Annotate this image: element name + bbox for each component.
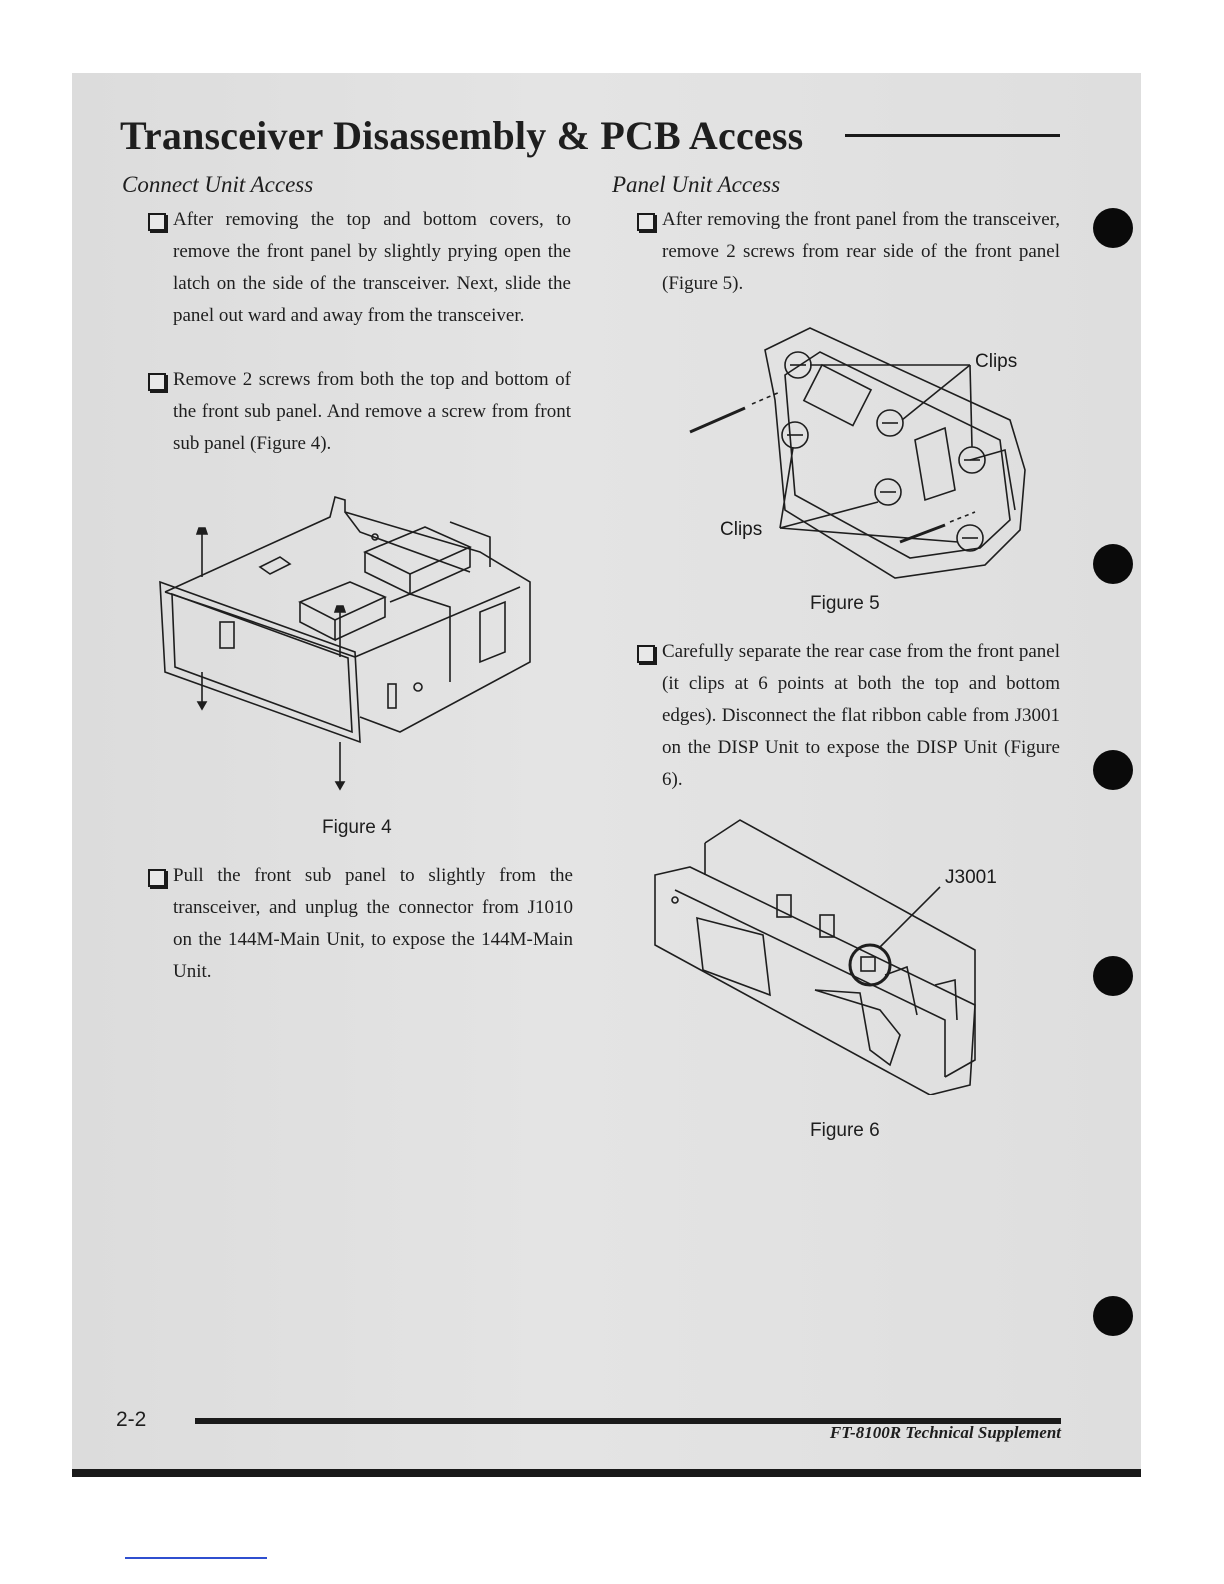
figure-5-callout-bottom: Clips [720, 519, 763, 540]
left-step-3-text: Pull the front sub panel to slightly from the transceiver, and unplug the connector from J1010 on the 144M-Main Unit, to expose the 144M-Main Unit. [173, 865, 573, 982]
figure-6-illustration [645, 815, 1025, 1095]
footer-document-title: FT-8100R Technical Supplement [829, 1423, 1061, 1442]
figure-5-caption: Figure 5 [810, 593, 880, 614]
punch-hole-icon [1093, 956, 1133, 996]
page-title: Transceiver Disassembly & PCB Access [120, 113, 804, 158]
punch-hole-icon [1093, 208, 1133, 248]
punch-hole-icon [1093, 1296, 1133, 1336]
scan-edge-bar [72, 1469, 1141, 1477]
punch-hole-icon [1093, 750, 1133, 790]
right-step-2-text: Carefully separate the rear case from the front panel (it clips at 6 points at both the top and bottom edges). Disconnect the flat ribbon cable from J3001 on the DISP Unit to expose the DISP Unit (Figure 6). [662, 641, 1060, 790]
checkbox-square-icon [637, 645, 655, 663]
right-step-1-text: After removing the front panel from the transceiver, remove 2 screws from rear side of the front panel (Figure 5). [662, 209, 1060, 294]
figure-6-caption: Figure 6 [810, 1120, 880, 1141]
page-number: 2-2 [116, 1408, 147, 1431]
left-step-1-text: After removing the top and bottom covers, to remove the front panel by slightly prying open the latch on the side of the transceiver. Next, slide the panel out ward and away from the transceiver. [173, 209, 571, 326]
checkbox-square-icon [637, 213, 655, 231]
right-step-1 [662, 204, 1060, 300]
left-step-3 [173, 860, 573, 988]
figure-5-callout-top: Clips [975, 351, 1018, 372]
title-rule [845, 134, 1060, 137]
figure-6-callout: J3001 [945, 867, 997, 888]
checkbox-square-icon [148, 869, 166, 887]
checkbox-square-icon [148, 373, 166, 391]
left-step-2-text: Remove 2 screws from both the top and bottom of the front sub panel. And remove a screw from front sub panel (Figure 4). [173, 369, 571, 454]
punch-hole-icon [1093, 544, 1133, 584]
figure-4-illustration [150, 482, 540, 802]
scan-underline [125, 1557, 267, 1559]
left-step-1 [173, 204, 571, 332]
figure-5-illustration [680, 320, 1060, 585]
right-step-2 [662, 636, 1060, 796]
checkbox-square-icon [148, 213, 166, 231]
figure-4-caption: Figure 4 [322, 817, 392, 838]
left-step-2 [173, 364, 571, 460]
panel-unit-heading: Panel Unit Access [612, 172, 781, 197]
connect-unit-heading: Connect Unit Access [122, 172, 314, 197]
